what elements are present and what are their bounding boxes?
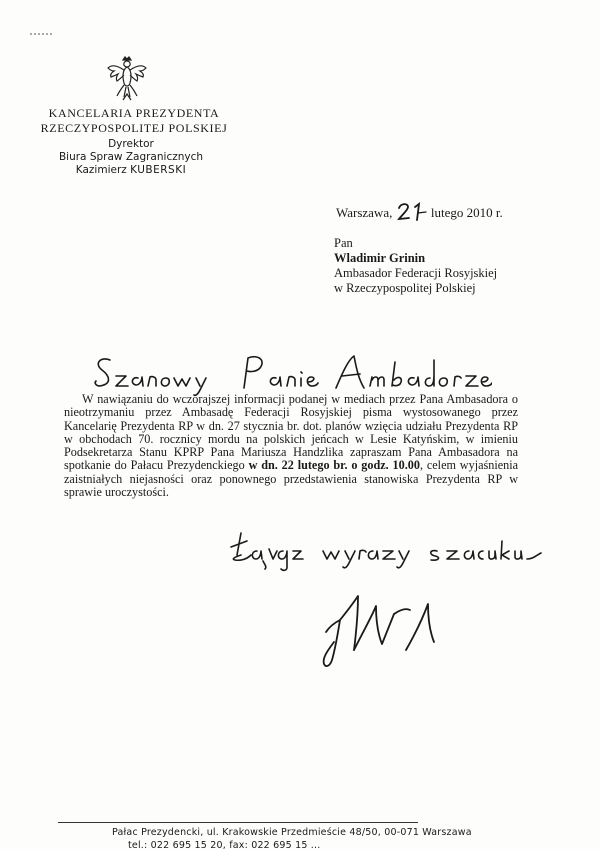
director-first-name: Kazimierz <box>75 164 127 176</box>
director-name <box>46 164 216 177</box>
eagle-emblem-icon <box>106 56 148 104</box>
body-part-1: W nawiązaniu do wczorajszej informacji podanej w mediach przez Pana Ambasadora o nieotrzymaniu przez Ambasadę Federacji Rosyjskiej pisma wystosowanego przez Kancelarię Prezydenta RP w dn. 27 stycznia br. dot. planów wzięcia udziału Prezydenta RP w obchodach 70. rocznicy mordu na polskich jeńcach w Lesie Katyńskim, w imieniu Podsekretarza Stanu KPRP Pana Mariusza Handzlika zapraszam Pana Ambasadora na spotkanie do Pałacu Prezydenckiego <box>64 392 518 473</box>
bureau-name: Biura Spraw Zagranicznych <box>58 151 204 163</box>
letter-body <box>64 393 518 499</box>
body-bold-date: w dn. 22 lutego br. o godz. 10.00 <box>248 458 420 473</box>
footer-address: Pałac Prezydencki, ul. Krakowskie Przedmieście 48/50, 00-071 Warszawa <box>112 827 472 838</box>
institution-line-2: RZECZYPOSPOLITEJ POLSKIEJ <box>40 121 228 135</box>
footer-divider <box>58 822 418 823</box>
body-part-2: , celem wyjaśnienia zaistniałych niejasności oraz ponownego przedstawienia stanowiska Prezydenta RP w sprawie uroczystości. <box>64 458 519 500</box>
director-title: Dyrektor <box>108 138 154 150</box>
institution-name <box>34 106 234 136</box>
director-surname: KUBERSKI <box>130 164 187 176</box>
addressee-name: Wladimir Grinin <box>334 251 426 265</box>
addressee-salutation: Pan <box>334 236 353 250</box>
addressee-country: w Rzeczypospolitej Polskiej <box>334 281 476 295</box>
scan-artifact <box>30 33 54 35</box>
handwritten-day <box>396 201 428 221</box>
footer-contact: tel.: 022 695 15 20, fax: 022 695 15 ... <box>128 840 321 851</box>
addressee-block <box>334 236 497 296</box>
date-month-year: lutego 2010 r. <box>430 205 503 220</box>
institution-line-1: KANCELARIA PREZYDENTA <box>48 106 220 120</box>
date-line <box>336 201 503 221</box>
director-block <box>46 138 216 177</box>
date-city: Warszawa, <box>336 205 393 220</box>
handwritten-closing <box>225 525 555 575</box>
addressee-title: Ambasador Federacji Rosyjskiej <box>334 266 498 280</box>
handwritten-signature <box>320 590 445 670</box>
